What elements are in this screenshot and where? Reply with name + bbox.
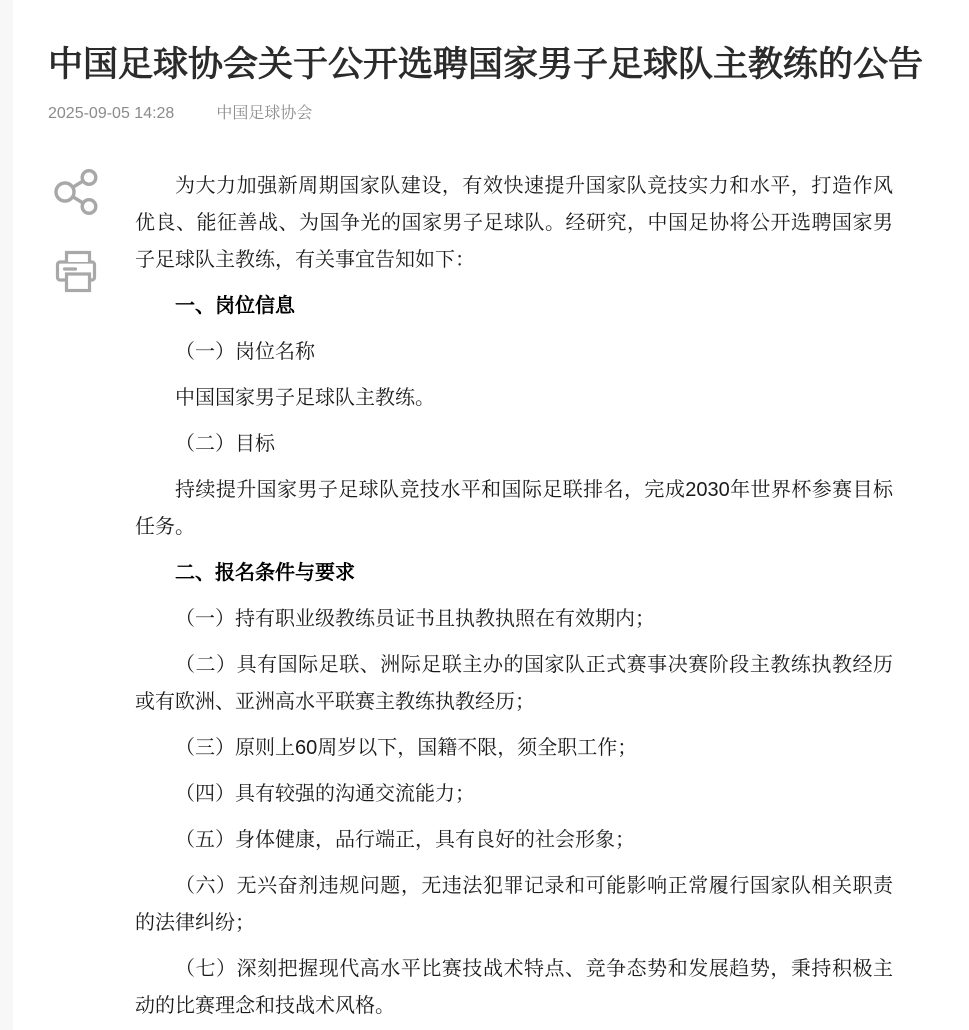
page-edge-strip <box>0 0 13 1030</box>
article-body <box>0 168 969 1030</box>
paragraph: 中国国家男子足球队主教练。 <box>175 387 435 409</box>
paragraph: （二）目标 <box>175 433 275 455</box>
article-header <box>0 0 969 124</box>
paragraph: （七）深刻把握现代高水平比赛技战术特点、竞争态势和发展趋势，秉持积极主动的比赛理念和技战术风格。 <box>135 958 893 1017</box>
article-content <box>135 168 893 1030</box>
page-title: 中国足球协会关于公开选聘国家男子足球队主教练的公告 <box>48 45 924 84</box>
paragraph: （三）原则上60周岁以下，国籍不限，须全职工作； <box>175 737 638 759</box>
section-heading: 二、报名条件与要求 <box>175 562 355 584</box>
section-heading: 一、岗位信息 <box>175 295 295 317</box>
share-button[interactable] <box>52 168 100 216</box>
paragraph: 为大力加强新周期国家队建设，有效快速提升国家队竞技实力和水平，打造作风优良、能征善战、为国争光的国家男子足球队。经研究，中国足协将公开选聘国家男子足球队主教练，有关事宜告知如下： <box>135 175 893 271</box>
share-rail <box>0 168 135 1030</box>
paragraph: （二）具有国际足联、洲际足联主办的国家队正式赛事决赛阶段主教练执教经历或有欧洲、亚洲高水平联赛主教练执教经历； <box>135 654 893 713</box>
paragraph: （一）持有职业级教练员证书且执教执照在有效期内； <box>175 608 655 630</box>
paragraph: （五）身体健康，品行端正，具有良好的社会形象； <box>175 829 635 851</box>
print-button[interactable] <box>52 247 100 295</box>
paragraph: 持续提升国家男子足球队竞技水平和国际足联排名，完成2030年世界杯参赛目标任务。 <box>135 479 893 538</box>
publish-date: 2025-09-05 14:28 <box>48 105 175 122</box>
paragraph: （六）无兴奋剂违规问题，无违法犯罪记录和可能影响正常履行国家队相关职责的法律纠纷； <box>135 875 893 934</box>
share-icon <box>52 168 100 216</box>
article-source: 中国足球协会 <box>216 105 313 122</box>
paragraph: （一）岗位名称 <box>175 341 315 363</box>
paragraph: （四）具有较强的沟通交流能力； <box>175 783 475 805</box>
article-meta <box>48 104 941 124</box>
printer-icon <box>52 247 100 295</box>
